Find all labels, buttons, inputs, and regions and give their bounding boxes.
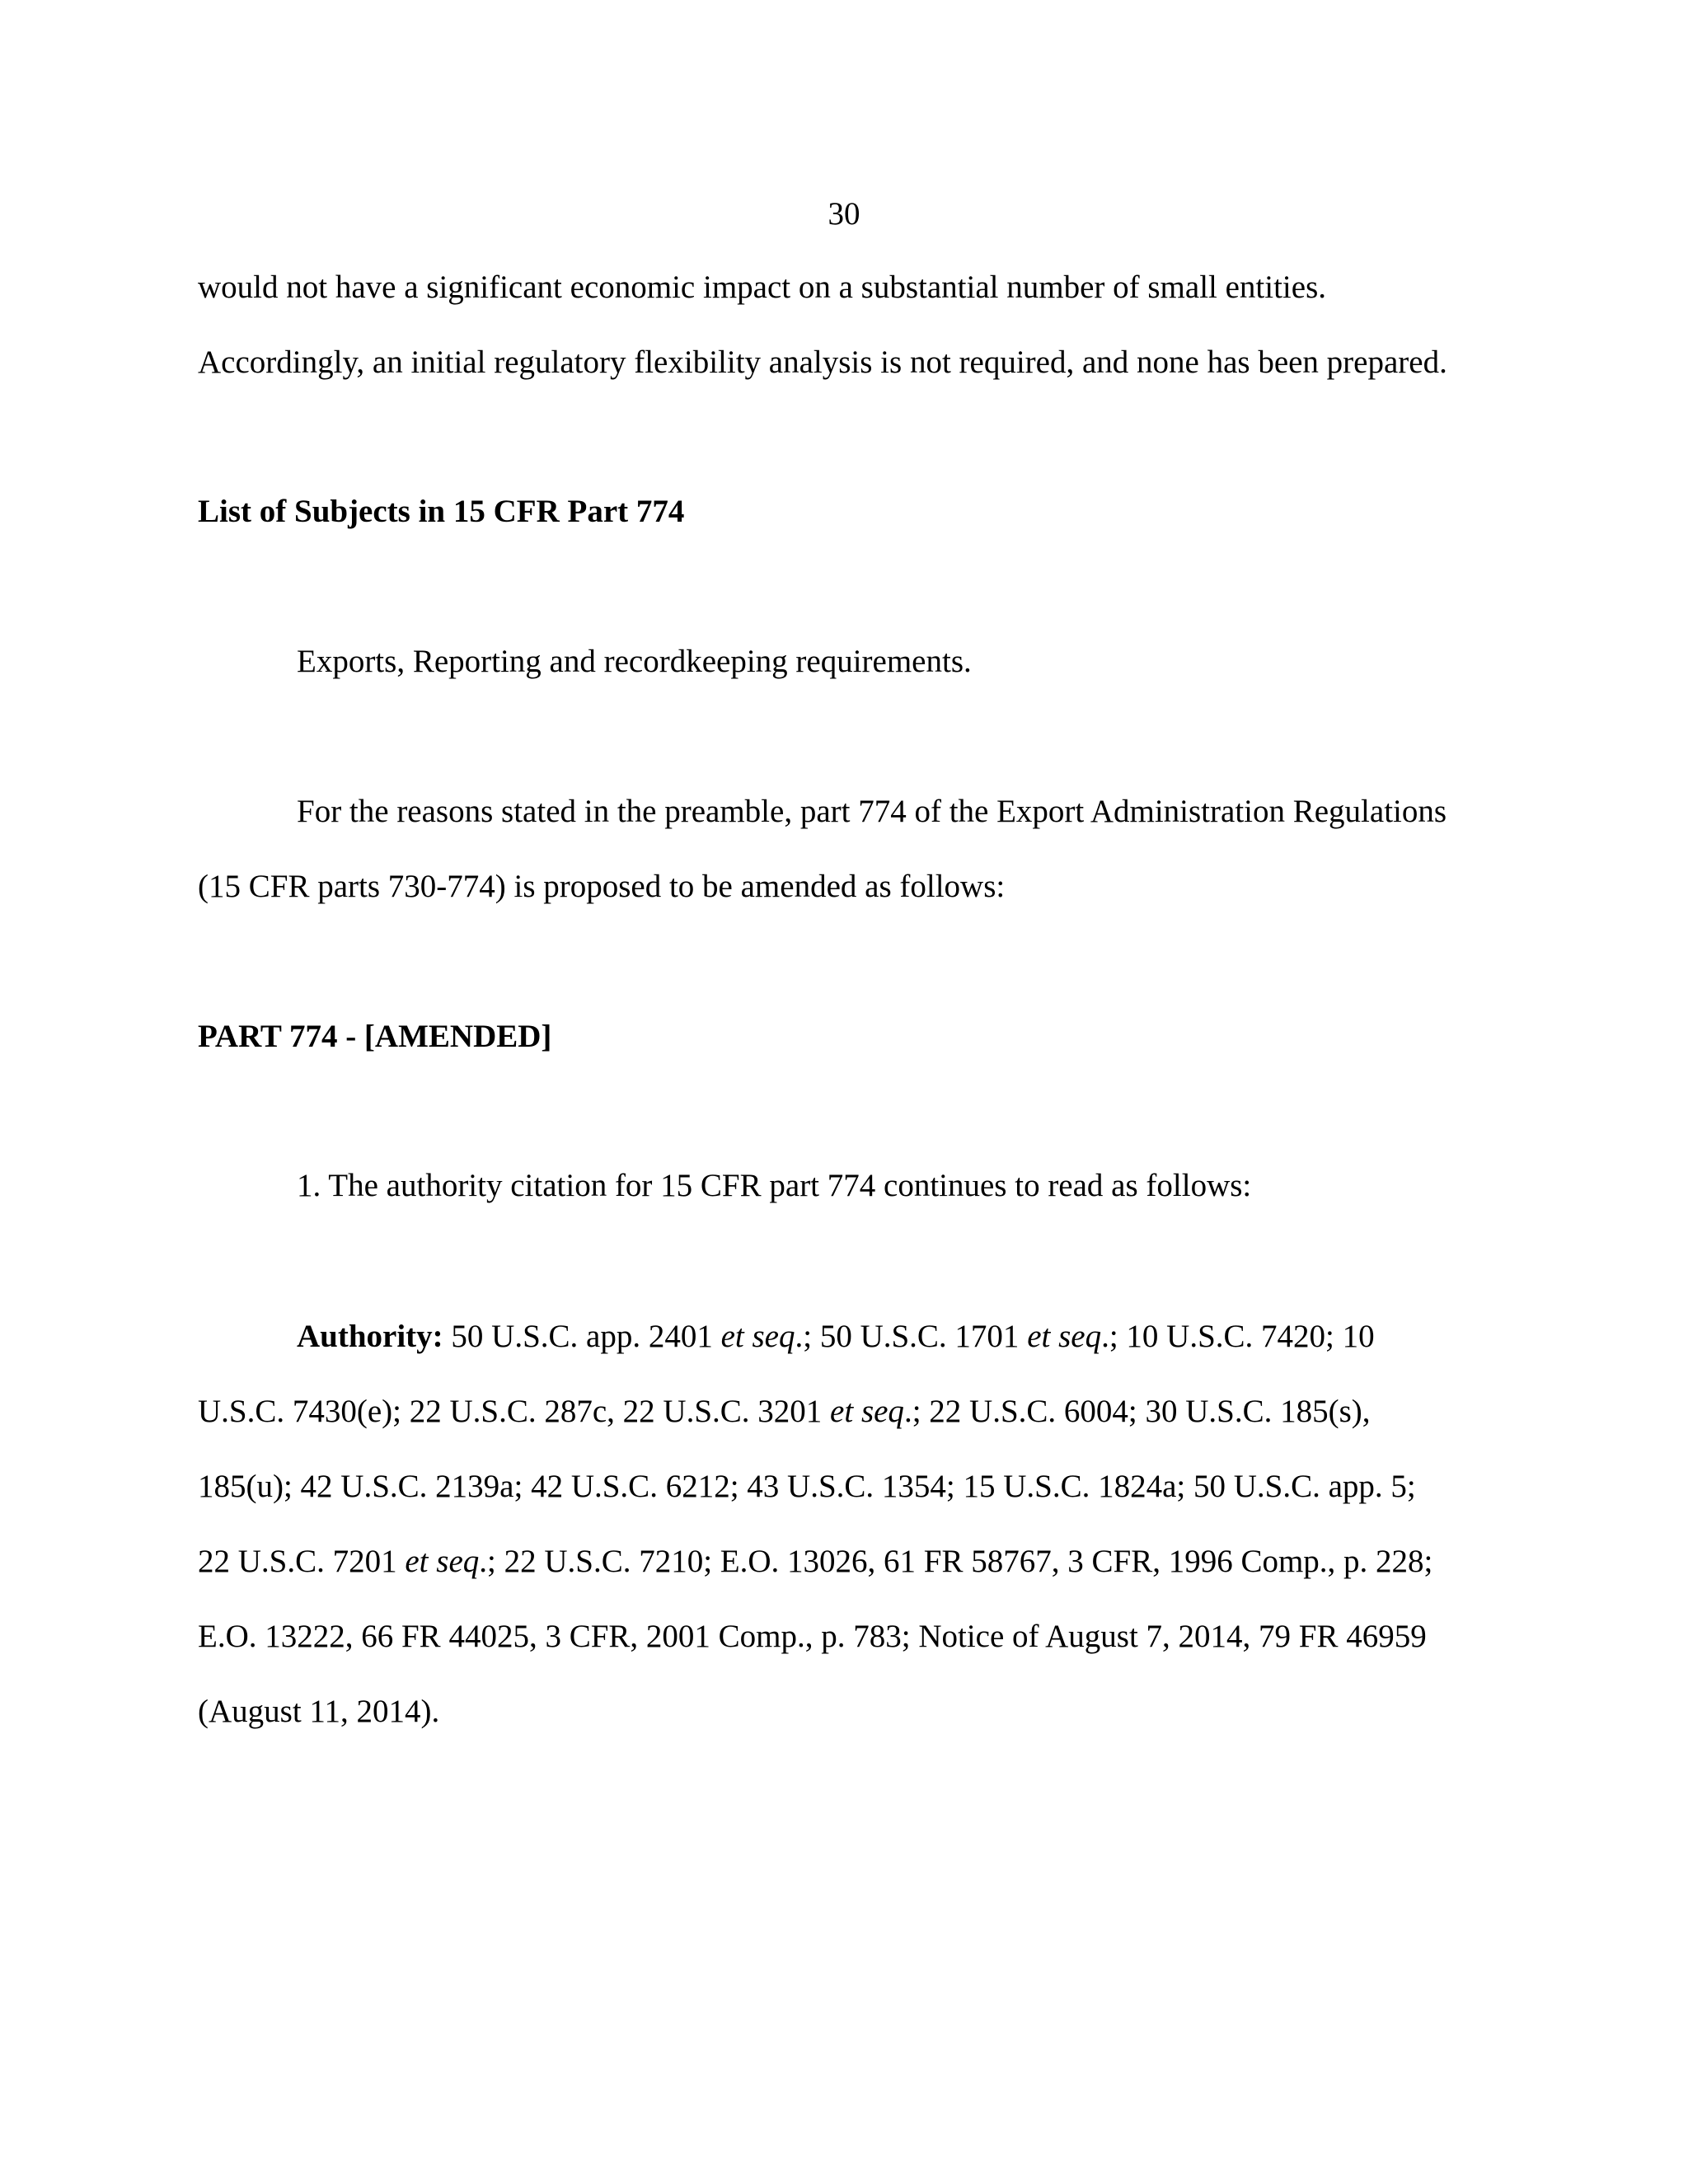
- instruction-line: 1. The authority citation for 15 CFR part 774 continues to read as follows:: [297, 1168, 1252, 1203]
- authority-text: U.S.C. 7430(e); 22 U.S.C. 287c, 22 U.S.C. 3201: [198, 1394, 831, 1429]
- authority-text: .; 10 U.S.C. 7420; 10: [1101, 1319, 1375, 1354]
- authority-text: .; 50 U.S.C. 1701: [795, 1319, 1028, 1354]
- part-heading: PART 774 - [AMENDED]: [198, 1019, 552, 1054]
- page-number: 30: [828, 196, 860, 232]
- authority-italic: et seq: [1027, 1319, 1102, 1354]
- authority-text: .; 22 U.S.C. 7210; E.O. 13026, 61 FR 58767, 3 CFR, 1996 Comp., p. 228;: [479, 1544, 1433, 1579]
- authority-text: .; 22 U.S.C. 6004; 30 U.S.C. 185(s),: [903, 1394, 1371, 1429]
- authority-line: E.O. 13222, 66 FR 44025, 3 CFR, 2001 Comp., p. 783; Notice of August 7, 2014, 79 FR 46959: [198, 1619, 1427, 1654]
- authority-line: (August 11, 2014).: [198, 1694, 440, 1729]
- preamble-line: (15 CFR parts 730-774) is proposed to be amended as follows:: [198, 869, 1006, 904]
- authority-line: [198, 1544, 1432, 1580]
- authority-line: [297, 1319, 1375, 1355]
- preamble-line: For the reasons stated in the preamble, part 774 of the Export Administration Regulations: [297, 794, 1447, 829]
- subjects-heading: List of Subjects in 15 CFR Part 774: [198, 494, 685, 529]
- paragraph-line: Accordingly, an initial regulatory flexibility analysis is not required, and none has been prepared.: [198, 344, 1447, 380]
- paragraph-line: would not have a significant economic impact on a substantial number of small entities.: [198, 269, 1326, 305]
- authority-italic: et seq: [720, 1319, 795, 1354]
- authority-label: Authority:: [297, 1319, 443, 1354]
- authority-text: 22 U.S.C. 7201: [198, 1544, 406, 1579]
- authority-italic: et seq: [830, 1394, 904, 1429]
- authority-line: 185(u); 42 U.S.C. 2139a; 42 U.S.C. 6212; 43 U.S.C. 1354; 15 U.S.C. 1824a; 50 U.S.C. app. 5;: [198, 1469, 1416, 1504]
- authority-line: [198, 1394, 1371, 1430]
- authority-italic: et seq: [405, 1544, 480, 1579]
- subjects-text: Exports, Reporting and recordkeeping requirements.: [297, 644, 972, 679]
- authority-text: 50 U.S.C. app. 2401: [443, 1319, 721, 1354]
